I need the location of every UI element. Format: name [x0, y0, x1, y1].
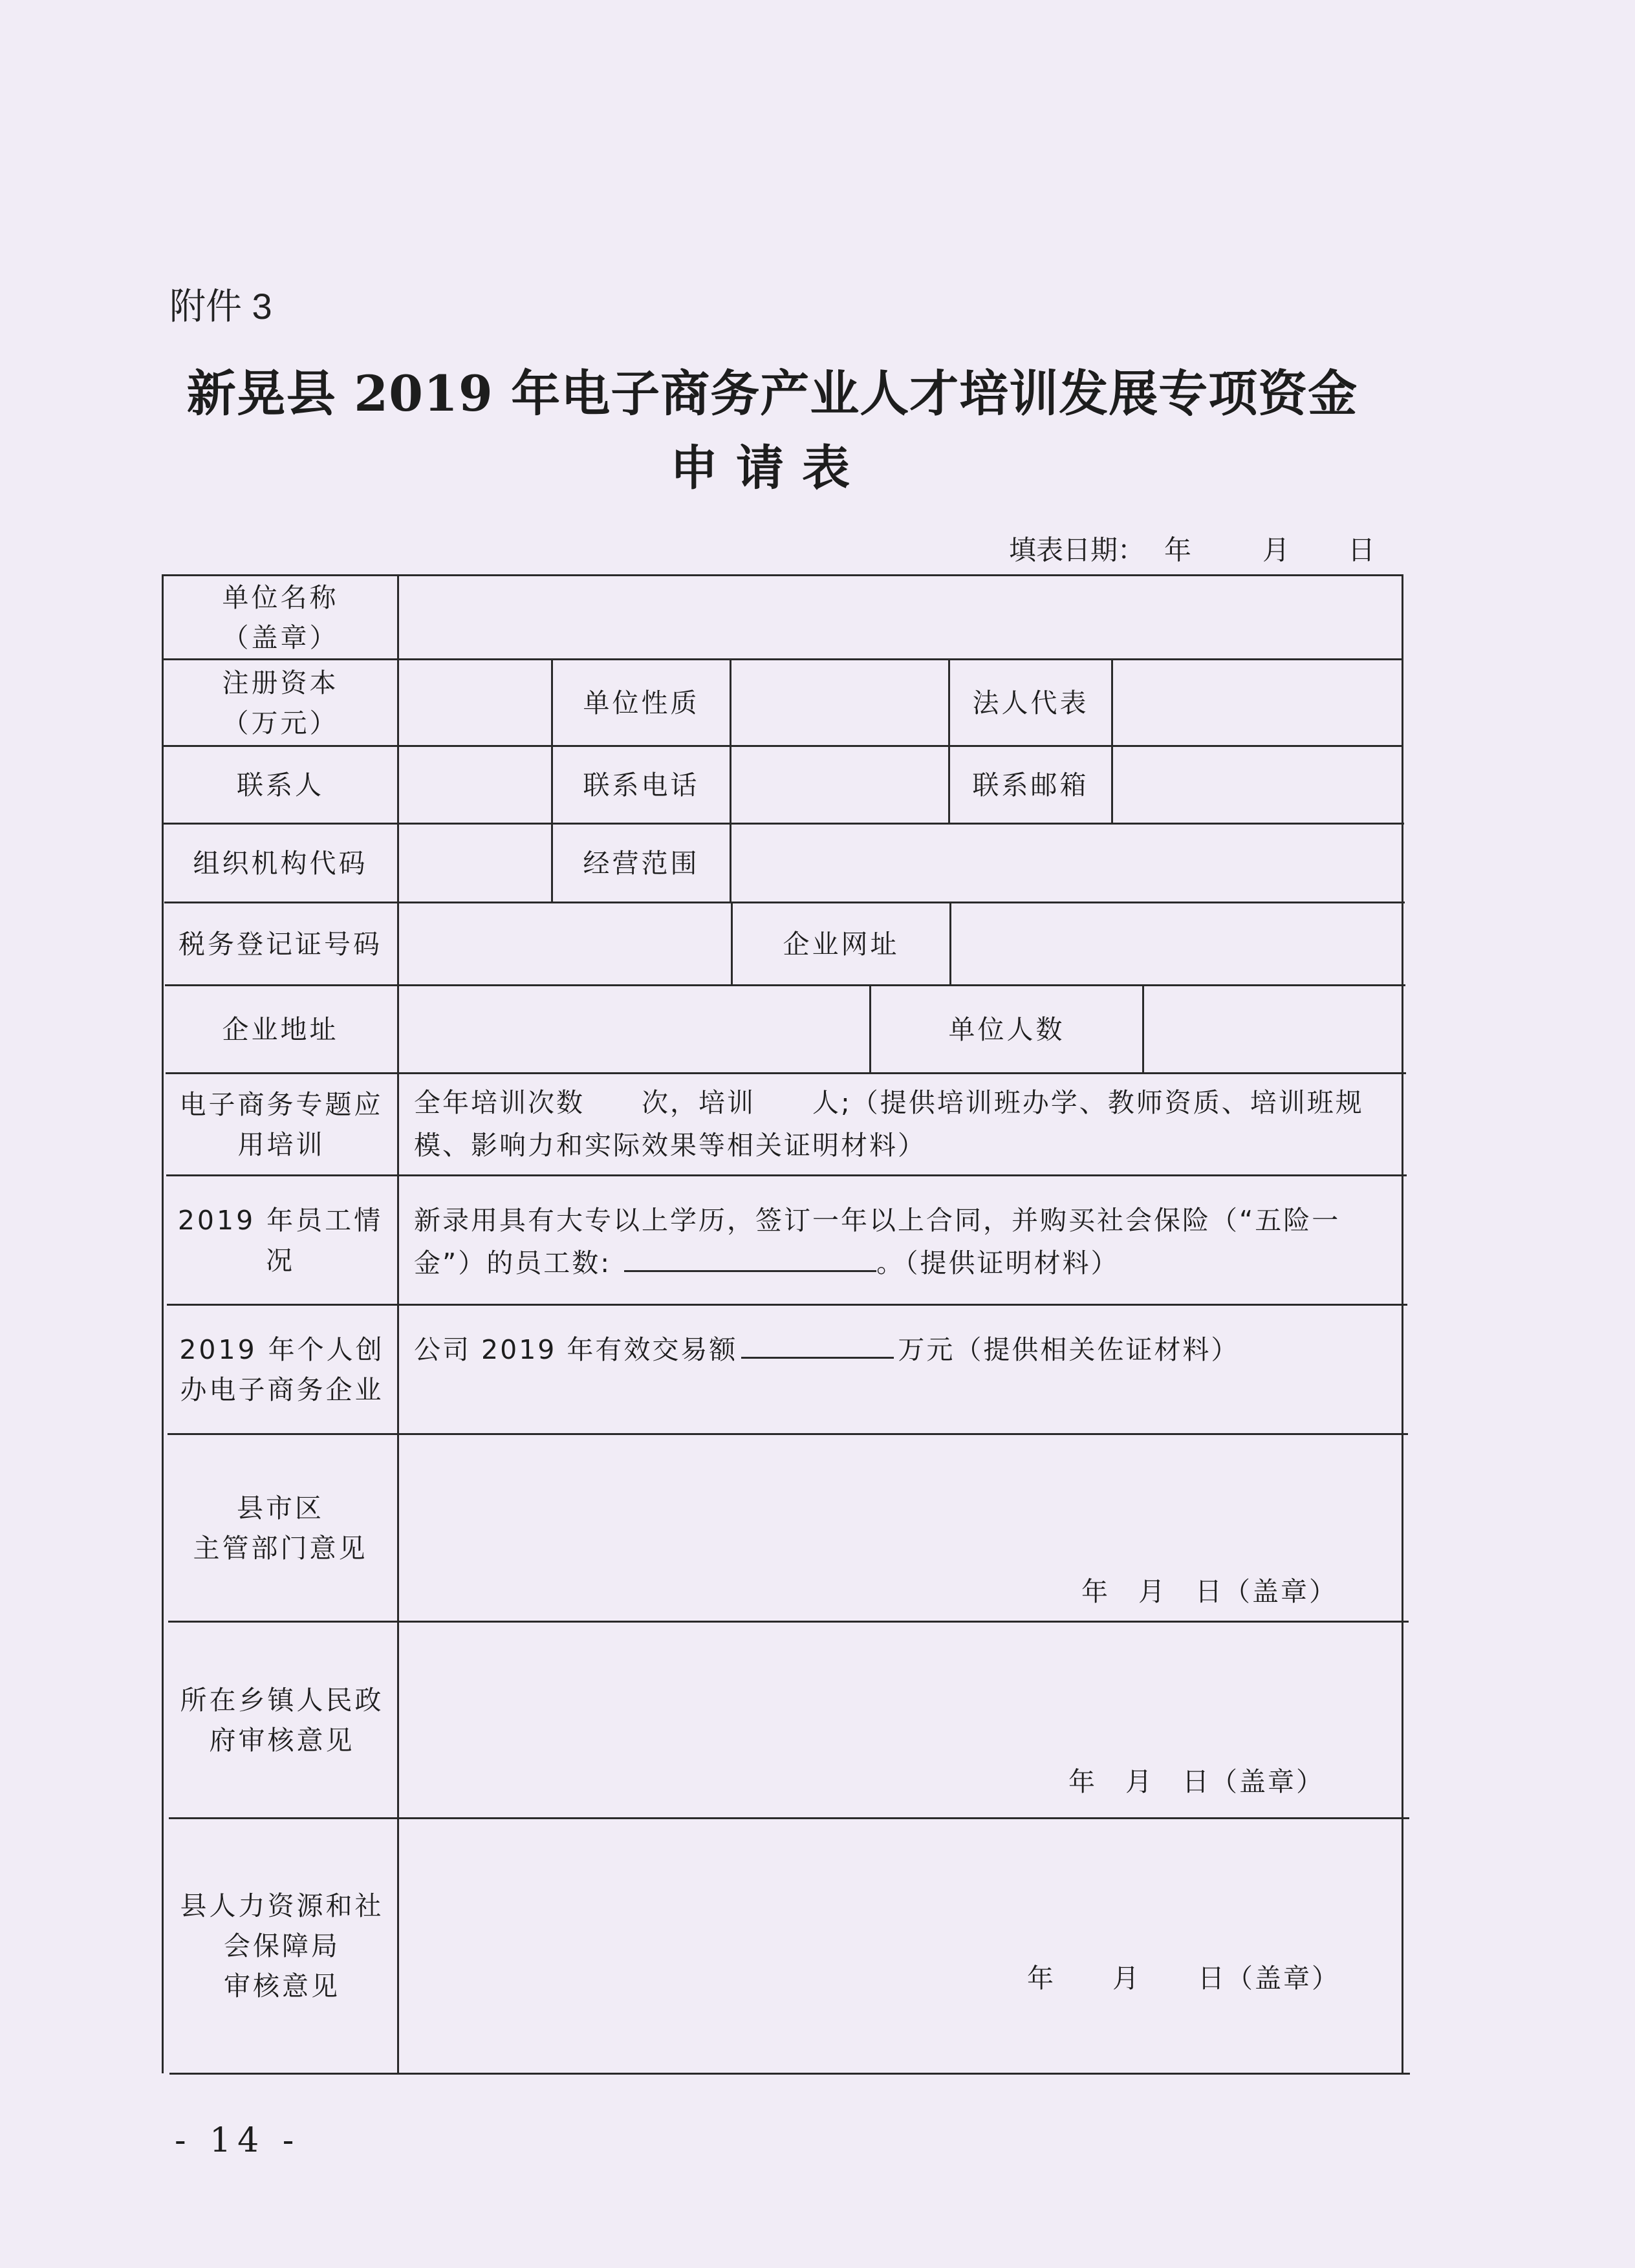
- org-code-field[interactable]: [400, 825, 551, 902]
- contact-phone-field[interactable]: [731, 747, 948, 823]
- training-text: 全年培训次数 次，培训 人;（提供培训班办学、教师资质、培训班规模、影响力和实际效果等相关证明材料）: [414, 1087, 1364, 1161]
- contact-label: 联系人: [237, 769, 324, 801]
- fill-date-year: 年: [1164, 534, 1192, 566]
- startup-text-a: 公司 2019 年有效交易额: [414, 1334, 738, 1365]
- tax-reg-label: 税务登记证号码: [179, 928, 382, 960]
- startup-text: [414, 1328, 1394, 1371]
- title-line1: 新晃县 2019 年电子商务产业人才培训发展专项资金: [186, 365, 1358, 422]
- unit-name-field[interactable]: [400, 576, 1401, 658]
- staff-text-a: 新录用具有大专以上学历，签订一年以上合同，并购买社会保险（“五险一金”）的员工数:: [414, 1205, 1341, 1279]
- title-line2: 申请表: [670, 440, 868, 496]
- fill-date-day: 日: [1348, 534, 1376, 566]
- address-label: 企业地址: [222, 1013, 339, 1045]
- org-code-label: 组织机构代码: [193, 847, 368, 879]
- tax-reg-field[interactable]: [400, 903, 731, 984]
- reg-capital-label: 注册资本 （万元）: [222, 667, 339, 739]
- fill-date-month: 月: [1262, 534, 1290, 566]
- legal-rep-field[interactable]: [1113, 660, 1401, 745]
- business-scope-label: 经营范围: [583, 847, 700, 879]
- address-field[interactable]: [400, 986, 869, 1072]
- hrss-field[interactable]: [400, 1819, 1401, 2073]
- startup-text-b: 万元（提供相关佐证材料）: [898, 1334, 1240, 1365]
- trade-amount-blank[interactable]: [741, 1331, 894, 1359]
- headcount-field[interactable]: [1144, 986, 1402, 1072]
- attachment-label: 附件 3: [169, 286, 272, 327]
- town-gov-sign-date: 年 月 日（盖章）: [1068, 1766, 1325, 1797]
- training-label: 电子商务专题应用培训: [179, 1088, 384, 1160]
- staff-text-b: 。（提供证明材料）: [876, 1247, 1120, 1279]
- county-dept-label: 县市区 主管部门意见: [193, 1492, 368, 1564]
- unit-name-label: 单位名称 （盖章）: [222, 581, 339, 653]
- unit-nature-label: 单位性质: [583, 687, 700, 718]
- unit-nature-field[interactable]: [731, 660, 948, 745]
- contact-field[interactable]: [400, 747, 551, 823]
- town-gov-label: 所在乡镇人民政府审核意见: [180, 1684, 384, 1756]
- website-label: 企业网址: [783, 928, 900, 960]
- staff-count-blank[interactable]: [624, 1244, 876, 1272]
- website-field[interactable]: [951, 903, 1402, 984]
- page-number: - 14 -: [175, 2121, 301, 2160]
- contact-email-label: 联系邮箱: [972, 769, 1089, 801]
- contact-phone-label: 联系电话: [583, 769, 700, 801]
- staff-text: [414, 1199, 1394, 1284]
- startup-label: 2019 年个人创办电子商务企业: [179, 1334, 385, 1405]
- reg-capital-field[interactable]: [400, 660, 551, 745]
- fill-date-label: 填表日期：: [1009, 534, 1145, 566]
- hrss-label: 县人力资源和社会保障局 审核意见: [180, 1890, 384, 2002]
- contact-email-field[interactable]: [1113, 747, 1401, 823]
- county-dept-sign-date: 年 月 日（盖章）: [1081, 1576, 1337, 1607]
- staff-label: 2019 年员工情况: [177, 1204, 384, 1276]
- fill-date: [1009, 529, 1375, 568]
- business-scope-field[interactable]: [731, 825, 1401, 902]
- hrss-sign-date: 年 月 日（盖章）: [1027, 1963, 1340, 1994]
- headcount-label: 单位人数: [948, 1013, 1065, 1045]
- legal-rep-label: 法人代表: [972, 687, 1089, 718]
